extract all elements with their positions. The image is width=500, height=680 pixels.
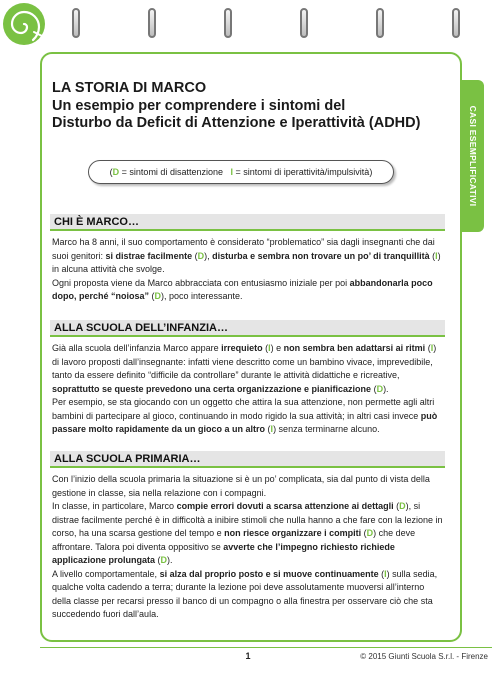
paragraph: Già alla scuola dell’infanzia Marco appare irrequieto (I) e non sembra ben adattarsi ai ritmi (I) di lavoro proposti dall’insegnante: infatti viene descritto come un bambino vivace, imprevedibile, tanto da essere definito “difficile da controllare” durante le attività didattiche e ricreative, soprattutto se queste prevedono una certa organizzazione e pianificazione (D). [52, 343, 437, 394]
symptom-legend: (D = sintomi di disattenzione I = sintomi di iperattività/impulsività) [88, 160, 394, 184]
paragraph: Ogni proposta viene da Marco abbracciata con entusiasmo iniziale per poi abbandonarla poco dopo, perché “noiosa” (D), poco interessante. [52, 277, 433, 301]
legend-d-code: D [112, 167, 120, 177]
section-body [52, 342, 444, 437]
paragraph: Con l’inizio della scuola primaria la situazione si è un po’ complicata, sia dal punto di vista della gestione in classe, sia nella relazione con i compagni. [52, 474, 430, 498]
paragraph: A livello comportamentale, si alza dal proprio posto e si muove continuamente (I) sulla sedia, qualche volta cadendo a terra; durante la lezione poi deve assolutamente muoversi all’interno della classe per recarsi presso il banco di un compagno o alla finestra per osservare ciò che sta succedendo fuori dall’aula. [52, 568, 438, 619]
binder-ring-icon [148, 8, 156, 38]
binder-ring-icon [452, 8, 460, 38]
page-number: 1 [245, 651, 251, 661]
copyright: © 2015 Giunti Scuola S.r.l. - Firenze [360, 652, 488, 661]
binder-ring-icon [376, 8, 384, 38]
title-line-2: Un esempio per comprendere i sintomi del [52, 97, 346, 114]
page-title [52, 80, 452, 133]
binder-ring-icon [224, 8, 232, 38]
legend-d-text: = sintomi di disattenzione [119, 167, 223, 177]
footer-divider [40, 647, 492, 648]
section-heading: CHI È MARCO… [50, 214, 445, 231]
section-body [52, 473, 444, 622]
binder-rings [0, 4, 500, 44]
legend-i-code: I [230, 167, 234, 177]
title-line-1: LA STORIA DI MARCO [52, 80, 207, 96]
paragraph: In classe, in particolare, Marco compie errori dovuti a scarsa attenzione ai dettagli (D), si distrae facilmente perché è in difficoltà a inibire stimoli che nulla hanno a che fare con la lezione in corso, ha una scarsa gestione del tempo e non riesce organizzare i compiti (D) che deve affrontare. Talora poi diventa oppositivo se avverte che l’impegno richiesto richiede applicazione prolungata (D). [52, 501, 443, 565]
section-heading: ALLA SCUOLA DELL’INFANZIA… [50, 320, 445, 337]
binder-ring-icon [72, 8, 80, 38]
side-tab-label: CASI ESEMPLIFICATIVI [468, 105, 478, 207]
binder-ring-icon [300, 8, 308, 38]
side-tab [462, 80, 484, 232]
paragraph: Marco ha 8 anni, il suo comportamento è considerato “problematico” sia dagli insegnanti che dai suoi genitori: si distrae facilmente (D), disturba e sembra non trovare un po’ di tranquillità (I) in alcuna attività che svolge. [52, 237, 441, 274]
legend-i-text: = sintomi di iperattività/impulsività [233, 167, 370, 177]
paragraph: Per esempio, se sta giocando con un oggetto che attira la sua attenzione, non permette agli altri bambini di partecipare al gioco, continuando in modo rigido la sua attività; in altri casi invece può passare molto rapidamente da un gioco a un altro (I) senza terminarne alcuno. [52, 397, 438, 434]
title-line-3: Disturbo da Deficit di Attenzione e Iperattività (ADHD) [52, 115, 421, 131]
section-body [52, 236, 444, 304]
section-heading: ALLA SCUOLA PRIMARIA… [50, 451, 445, 468]
